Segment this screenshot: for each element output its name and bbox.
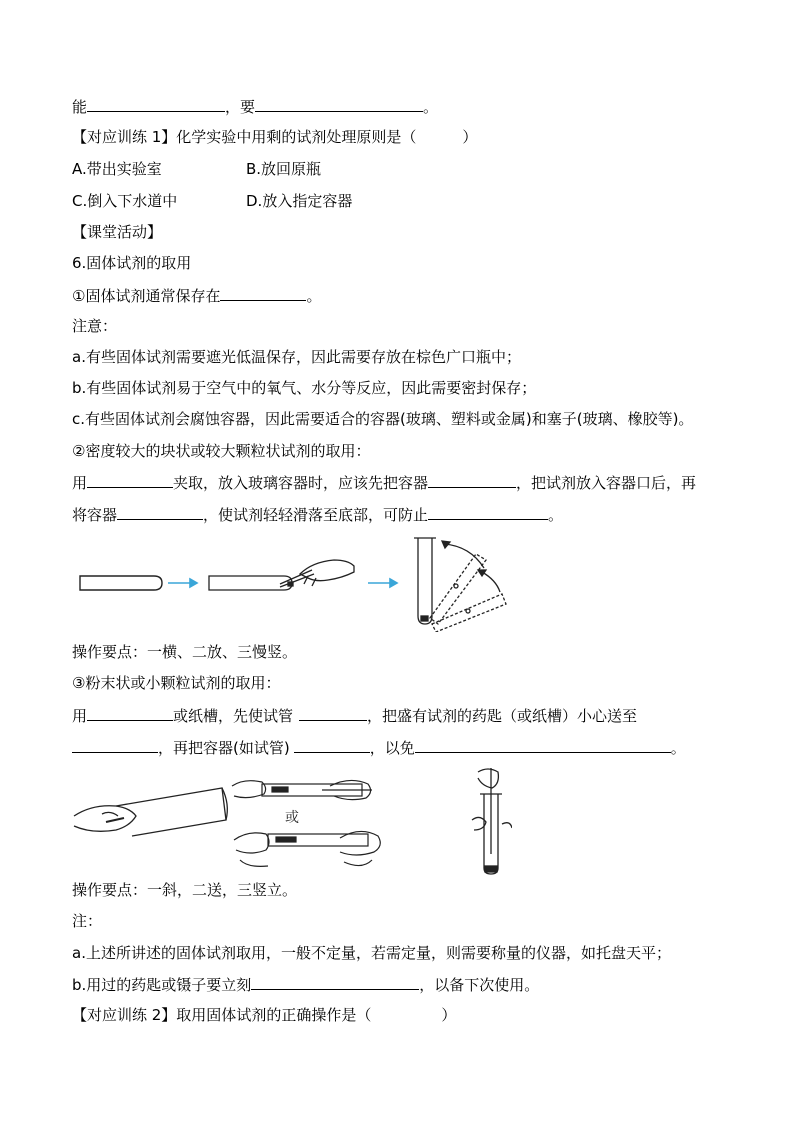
option-d[interactable]: D.放入指定容器 (246, 192, 353, 210)
hand-spoon-tube-icon (74, 788, 227, 836)
operation-points-1: 操作要点：一横、二放、三慢竖。 (72, 643, 298, 661)
or-label: 或 (285, 810, 299, 826)
answer-blank[interactable] (72, 737, 158, 753)
paper-trough-bottom-icon (234, 831, 380, 866)
text-line-block-2: 将容器 ，使试剂轻轻滑落至底部，可防止 。 (72, 506, 564, 524)
answer-blank[interactable] (117, 504, 203, 520)
text-line-powder-2: ，再把容器(如试管) ，以免 。 (72, 737, 686, 758)
answer-blank[interactable] (87, 96, 225, 112)
text-line-storage: ①固体试剂通常保存在 。 (72, 287, 322, 305)
option-c[interactable]: C.倒入下水道中 (72, 192, 178, 210)
answer-blank[interactable] (428, 472, 516, 488)
answer-blank[interactable] (220, 285, 306, 301)
note-2a: a.上述所讲述的固体试剂取用，一般不定量，若需定量，则需要称量的仪器，如托盘天平； (72, 944, 671, 962)
answer-blank[interactable] (294, 737, 370, 753)
note-2b: b.用过的药匙或镊子要立刻 ，以备下次使用。 (72, 976, 540, 994)
answer-blank[interactable] (255, 96, 423, 112)
option-a[interactable]: A.带出实验室 (72, 160, 162, 178)
text-line-1: 能 ，要 。 (72, 98, 439, 116)
note-label: 注意： (72, 317, 118, 335)
exercise-1-question: 【对应训练 1】化学实验中用剩的试剂处理原则是（ ） (72, 128, 478, 146)
subsection-block-reagent: ②密度较大的块状或较大颗粒状试剂的取用： (72, 442, 371, 460)
answer-blank[interactable] (87, 472, 173, 488)
exercise-1-options-ab (72, 159, 321, 179)
horizontal-test-tube-icon (80, 576, 162, 590)
operation-points-2: 操作要点：一斜，二送，三竖立。 (72, 881, 298, 899)
tweezers-insert-icon (209, 560, 354, 590)
subsection-title: 6.固体试剂的取用 (72, 254, 192, 272)
vertical-test-tube-icon (472, 768, 512, 874)
exercise-2-question: 【对应训练 2】取用固体试剂的正确操作是（ ） (72, 1006, 457, 1024)
note-b: b.有些固体试剂易于空气中的氧气、水分等反应，因此需要密封保存； (72, 379, 537, 397)
option-b[interactable]: B.放回原瓶 (246, 160, 322, 178)
note-a: a.有些固体试剂需要遮光低温保存，因此需要存放在棕色广口瓶中； (72, 348, 521, 366)
arrow-right-icon (168, 579, 197, 587)
paper-trough-top-icon (232, 780, 372, 799)
answer-blank[interactable] (415, 737, 671, 753)
answer-blank[interactable] (87, 705, 173, 721)
section-heading: 【课堂活动】 (72, 223, 163, 241)
text-line-block-1: 用 夹取，放入玻璃容器时，应该先把容器 ，把试剂放入容器口后，再 (72, 474, 697, 492)
answer-blank[interactable] (251, 974, 419, 990)
arrow-right-icon (368, 579, 397, 587)
tilting-test-tube-icon (414, 538, 506, 632)
note-label-2: 注： (72, 912, 103, 930)
powder-reagent-figure (72, 764, 512, 876)
answer-blank[interactable] (428, 504, 548, 520)
note-c: c.有些固体试剂会腐蚀容器，因此需要适合的容器(玻璃、塑料或金属)和塞子(玻璃、橡胶等)。 (72, 410, 694, 428)
subsection-powder-reagent: ③粉末状或小颗粒试剂的取用： (72, 674, 281, 692)
text-line-powder-1: 用 或纸槽，先使试管 ，把盛有试剂的药匙（或纸槽）小心送至 (72, 707, 638, 725)
block-reagent-figure (72, 532, 512, 632)
exercise-1-options-cd (72, 191, 352, 211)
answer-blank[interactable] (299, 705, 367, 721)
